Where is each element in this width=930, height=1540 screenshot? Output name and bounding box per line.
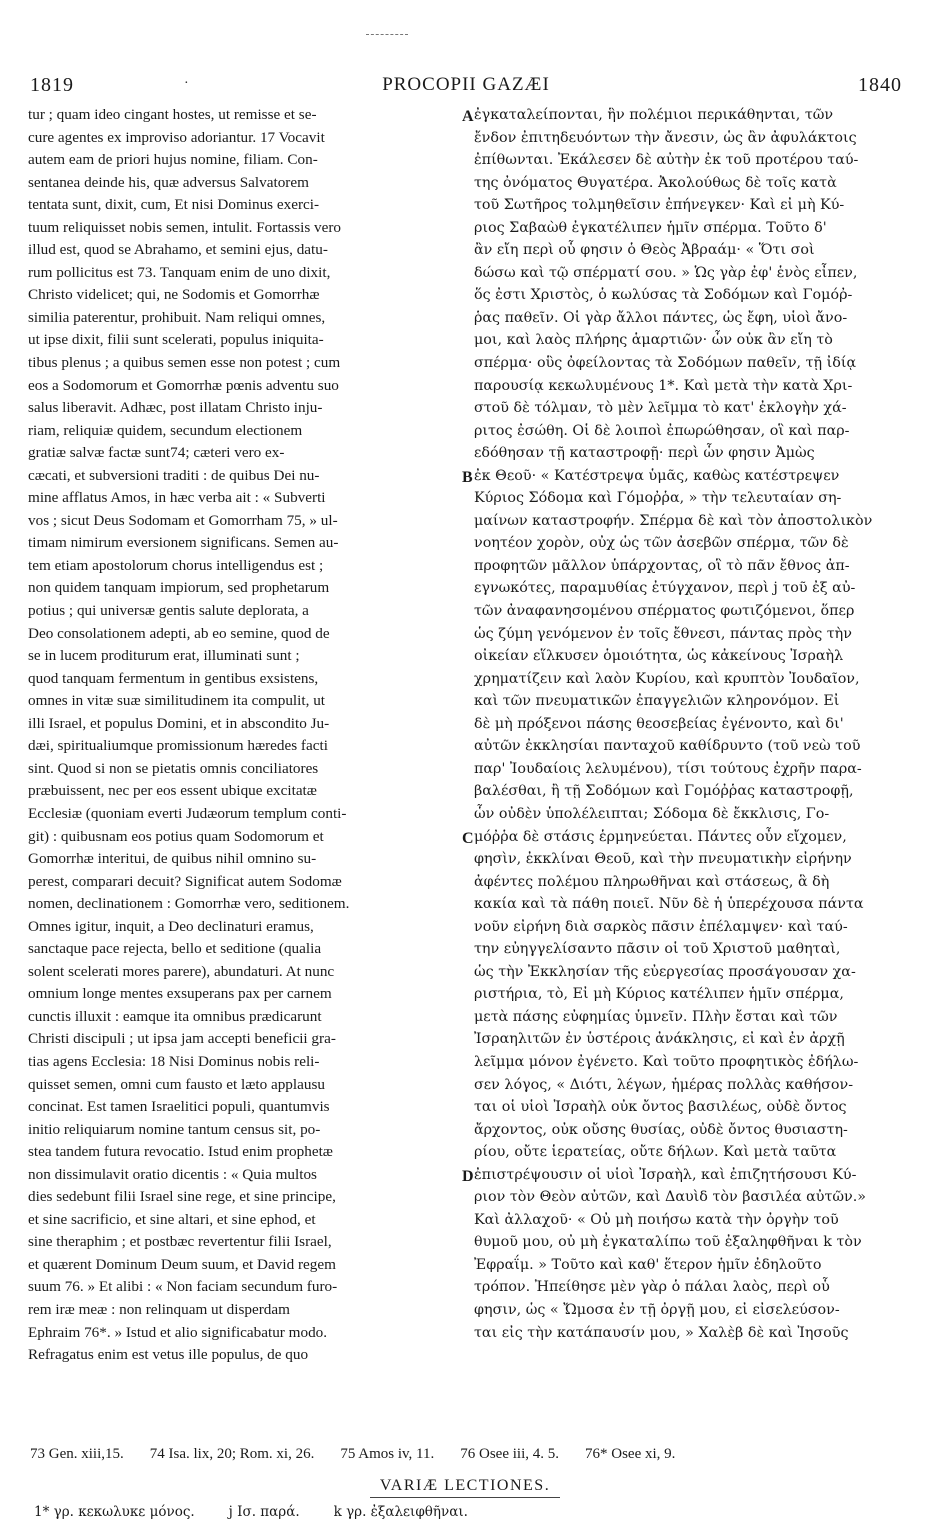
greek-column: [474, 104, 902, 1344]
greek-text-line: σεν λόγος, « Διότι, λέγων, ἡμέρας πολλὰς καθήσον-: [474, 1076, 854, 1093]
latin-text-line: illi Israel, et populus Domini, et in abscondito Ju-: [28, 714, 330, 732]
greek-text-line: ῥας παθεῖν. Οἱ γὰρ ἄλλοι πάντες, ὡς ἔφη, υἱοὶ ἄνο-: [474, 309, 848, 326]
greek-text-line: ὧν οὐδὲν ὑπολέλειπται; Σόδομα δὲ ἔκκλισις, Γο-: [474, 805, 830, 822]
latin-text-line: tem etiam apostolorum chorus intelligendus est ;: [28, 556, 324, 574]
greek-text-line: κακία καὶ τὰ πάθη ποιεῖ. Νῦν δὲ ἡ ὑπερέχουσα πάντα: [474, 896, 864, 913]
latin-text-line: sanctaque pace rejecta, bello et seditione (qualia: [28, 940, 322, 958]
greek-text-line: ἂν εἴη περὶ οὗ φησιν ὁ Θεὸς Ἀβραάμ· « Ὅτι σοὶ: [474, 242, 815, 259]
latin-text-line: dæi, spiritualiumque promissionum hæredes facti: [28, 737, 328, 755]
greek-text-line: τῶν ἀναφανησομένου σπέρματος φωτιζόμενοι, ὅπερ: [474, 603, 855, 620]
latin-text-line: Ecclesiæ (quoniam everti Judæorum templum conti-: [28, 804, 347, 822]
latin-text-line: Christo videlicet; qui, ne Sodomis et Gomorrhæ: [28, 286, 320, 304]
footnote: 76 Osee iii, 4. 5.: [460, 1446, 559, 1462]
latin-text-line: Refragatus enim est vetus ille populus, de quo: [28, 1346, 309, 1364]
latin-text-line: tias agens Ecclesia: 18 Nisi Dominus nobis reli-: [28, 1052, 320, 1070]
latin-text-line: sine theraphim ; et postbæc revertentur filii Israel,: [28, 1233, 332, 1251]
latin-text-line: git) : quibusnam eos potius quam Sodomorum et: [28, 827, 324, 845]
latin-text-line: stea tandem futura revocatio. Istud enim prophetæ: [28, 1143, 333, 1161]
greek-text-line: στοῦ δὲ τόλμαν, τὸ μὲν λεῖμμα τὸ κατ' ἐκλογὴν χά-: [474, 400, 847, 417]
greek-text-line: σπέρμα· οὓς ὀφείλοντας τὰ Σοδόμων παθεῖν, τῇ ἰδίᾳ: [474, 355, 857, 372]
latin-text-line: Deo consolationem adepti, ab eo semine, quod de: [28, 624, 330, 642]
margin-letter-a: A: [462, 108, 474, 125]
greek-text-line: ἔνδον ἐπιτηδευόντων τὴν ἄνεσιν, ὡς ἂν ἀφυλάκτοις: [474, 129, 857, 146]
greek-text-line: χρηματίζειν καὶ λαὸν Κυρίου, καὶ κρυπτὸν Ἰουδαῖον,: [474, 670, 860, 687]
latin-text-line: tuum reliquisset nobis semen, intulit. Fortassis vero: [28, 218, 342, 236]
header-dot: ·: [184, 76, 189, 91]
greek-text-line: εγνωκότες, παραμυθίας ἐτύγχανον, περὶ j τοῦ ἐξ αὐ-: [474, 580, 856, 597]
greek-text-line: νοητέον χορὸν, οὐχ ὡς τῶν ἀσεβῶν σπέρμα, τῶν δὲ: [474, 535, 849, 552]
latin-text-line: nomen, declinationem : Gomorrhæ vero, seditionem.: [28, 895, 350, 913]
latin-text-line: omnes in vitæ suæ similitudinem ita compulit, ut: [28, 692, 326, 710]
greek-text-line: παρ' Ἰουδαίοις λελυμένου), τίσι τούτους ἐχρῆν παρα-: [474, 760, 862, 777]
latin-text-line: cæcati, et subversioni traditi : de quibus Dei nu-: [28, 466, 320, 484]
latin-text-line: ut ipse dixit, filii sunt scelerati, populus iniquita-: [28, 331, 324, 349]
variant-readings: [34, 1504, 894, 1520]
top-ornament: [366, 34, 408, 37]
variant-reading: k γρ. ἐξαλειφθῆναι.: [333, 1504, 468, 1520]
latin-text-line: tibus plenus ; a quibus semen esse non potest ; cum: [28, 354, 341, 372]
latin-text-line: se in lucem proditurum erat, illuminati sunt ;: [28, 647, 300, 665]
latin-text-line: rum pollicitus est 73. Tanquam enim de uno dixit,: [28, 263, 331, 281]
latin-text-line: timam nimirum eversionem significans. Semen au-: [28, 534, 339, 552]
greek-text-line: ὡς τὴν Ἐκκλησίαν τῆς εὐεργεσίας προσάγουσαν χα-: [474, 963, 856, 980]
greek-text-line: μοι, καὶ λαὸς πλήρης ἁμαρτιῶν· ὧν οὐκ ἂν εἴη τὸ: [474, 332, 833, 349]
latin-text-line: Christi discipuli ; ut ipsa jam accepti beneficii gra-: [28, 1030, 336, 1048]
greek-text-line: δὲ μὴ πρόξενοι πάσης θεοσεβείας ἐγένοντο, καὶ δι': [474, 715, 844, 732]
variae-lectiones: [0, 1477, 930, 1498]
greek-text-line: ὅς ἐστι Χριστὸς, ὁ κωλύσας τὰ Σοδόμων καὶ Γομόῤ-: [474, 287, 853, 304]
latin-text-line: perest, comparari decuit? Significat autem Sodomæ: [28, 872, 342, 890]
greek-text-line: παρουσίᾳ κεκωλυμένους 1*. Καὶ μετὰ τὴν κατὰ Χρι-: [474, 377, 853, 394]
variant-reading: j Ισ. παρά.: [228, 1504, 300, 1520]
margin-letter-d: D: [462, 1168, 474, 1185]
greek-text-line: τρόπον. Ἠπείθησε μὲν γὰρ ὁ πάλαι λαὸς, περὶ οὗ: [474, 1279, 830, 1296]
latin-text-line: initio reliquiarum nomine tantum census sit, po-: [28, 1120, 321, 1138]
page-title: PROCOPII GAZÆI: [382, 74, 550, 95]
greek-text-line: μαίνων καταστροφήν. Σπέρμα δὲ καὶ τὸν ἀποστολικὸν: [474, 512, 873, 529]
latin-text-line: suum 76. » Et alibi : « Non faciam secundum furo-: [28, 1278, 338, 1296]
variae-rule: [370, 1497, 560, 1498]
footnote: 73 Gen. xiii,15.: [30, 1446, 124, 1462]
latin-text-line: Ephraim 76*. » Istud et alio significabatur modo.: [28, 1323, 328, 1341]
greek-text-line: ται οἱ υἱοὶ Ἰσραὴλ οὐκ ὄντος βασιλέως, οὐδὲ ὄντος: [474, 1099, 847, 1116]
greek-text-line: ἐκ Θεοῦ· « Κατέστρεψα ὑμᾶς, καθὼς κατέστρεψεν: [474, 467, 840, 484]
greek-text-line: την εὐηγγελίσαντο πᾶσιν οἱ τοῦ Χριστοῦ μαθηταὶ,: [474, 941, 841, 958]
latin-text-line: rem iræ meæ : non relinquam ut disperdam: [28, 1300, 290, 1318]
latin-text-line: illud est, quod se Abrahamo, et semini ejus, datu-: [28, 241, 328, 259]
latin-text-line: cunctis illuxit : eamque ita omnibus prædicarunt: [28, 1007, 322, 1025]
greek-text-line: μόῤῥα δὲ στάσις ἑρμηνεύεται. Πάντες οὖν εἴχομεν,: [474, 828, 847, 845]
running-header: [30, 74, 902, 102]
greek-text-line: αὐτῶν ἐκκλησίαι πανταχοῦ καθίδρυντο (τοῦ νεὼ τοῦ: [474, 738, 861, 755]
greek-text-line: ἐγκαταλείπονται, ἣν πολέμιοι περικάθηνται, τῶν: [474, 107, 834, 123]
latin-text-line: concinat. Est tamen Israelitici populi, quantumvis: [28, 1098, 330, 1116]
footnote: 74 Isa. lix, 20; Rom. xi, 26.: [149, 1446, 315, 1462]
latin-text-line: Gomorrhæ interitui, de quibus nihil omnino su-: [28, 850, 317, 868]
latin-text-line: potius ; qui universæ gentis salute deplorata, a: [28, 602, 309, 620]
greek-text-line: ριος Σαβαὼθ ἐγκατέλιπεν ἡμῖν σπέρμα. Τοῦτο δ': [474, 219, 827, 236]
greek-text-line: βαλέσθαι, ἢ τῇ Σοδόμων καὶ Γομόῤῥας καταστροφῇ,: [474, 783, 854, 800]
greek-text-line: εδόθησαν τῇ καταστροφῇ· περὶ ὧν φησιν Ἀμὼς: [474, 445, 815, 462]
latin-text-line: Omnes igitur, inquit, a Deo declinaturi eramus,: [28, 917, 314, 935]
footnotes: [30, 1446, 902, 1463]
greek-text-line: Ἰσραηλιτῶν ἐν ὑστέροις ἀνάκλησις, εἰ καὶ ἐν ἀρχῇ: [474, 1031, 845, 1048]
greek-text-line: φησὶν, ἐκκλίναι Θεοῦ, καὶ τὴν πνευματικὴν εἰρήνην: [474, 851, 852, 868]
latin-text-line: dies sedebunt filii Israel sine rege, et sine principe,: [28, 1188, 336, 1206]
latin-text-line: omnium longe mentes exsuperans pax per carnem: [28, 985, 332, 1003]
greek-text-line: θυμοῦ μου, οὐ μὴ ἐγκαταλίπω τοῦ ἐξαληφθῆναι k τὸν: [474, 1234, 862, 1251]
latin-text-line: non dissimulavit oratio dicentis : « Quia multos: [28, 1165, 317, 1183]
column-number-right: 1840: [858, 74, 902, 96]
greek-text-line: της ὀνόματος Θυγατέρα. Ἀκολούθως δὲ τοῖς κατὰ: [474, 174, 837, 191]
greek-text-line: ται εἰς τὴν κατάπαυσίν μου, » Χαλὲβ δὲ καὶ Ἰησοῦς: [474, 1324, 849, 1341]
latin-text-line: eos a Sodomorum et Gomorrhæ pœnis adventu suo: [28, 376, 339, 394]
greek-text-line: λεῖμμα μόνον ἐγένετο. Καὶ τοῦτο προφητικὸς ἐδήλω-: [474, 1053, 859, 1070]
latin-text-line: sentanea deinde his, quæ adversus Salvatorem: [28, 173, 309, 191]
greek-text-line: μετὰ πάσης εὐφημίας ὑμνεῖν. Πλὴν ἔσται καὶ τῶν: [474, 1008, 838, 1025]
variant-reading: 1* γρ. κεκωλυκε μόνος.: [34, 1504, 195, 1520]
greek-text-line: φησιν, ὡς « Ὤμοσα ἐν τῇ ὀργῇ μου, εἰ εἰσελεύσον-: [474, 1301, 840, 1318]
greek-text-line: νοῦν εἰρήνη διὰ σαρκὸς πᾶσιν ἐπέλαμψεν· καὶ ταύ-: [474, 918, 848, 935]
greek-text-line: ὡς ζύμη γενόμενον ἐν τοῖς ἔθνεσι, πάντας πρὸς τὴν: [474, 625, 852, 642]
latin-text-line: cure agentes ex improviso adoriantur. 17 Vocavit: [28, 128, 325, 146]
greek-text-line: Ἐφραΐμ. » Τοῦτο καὶ καθ' ἕτερον ἡμῖν ἐδηλοῦτο: [474, 1256, 822, 1273]
latin-text-line: et sine sacrificio, et sine altari, et sine ephod, et: [28, 1210, 316, 1228]
latin-text-line: vos ; sicut Deus Sodomam et Gomorrham 75, » ul-: [28, 511, 338, 529]
greek-text-line: Καὶ ἀλλαχοῦ· « Οὐ μὴ ποιήσω κατὰ τὴν ὀργὴν τοῦ: [474, 1211, 839, 1228]
latin-text-line: solent scelerati mores parere), abundaturi. At nunc: [28, 962, 335, 980]
greek-text-line: οἰκείαν εἵλκυσεν ὁμοιότητα, ὡς κἀκείνους Ἰσραὴλ: [474, 648, 844, 665]
latin-text-line: quisset semen, omni cum fausto et læto applausu: [28, 1075, 325, 1093]
latin-text-line: mine afflatus Amos, in hæc verba ait : « Subverti: [28, 489, 326, 507]
latin-text-line: præbuissent, nec per eos essent ubique excitatæ: [28, 782, 317, 800]
greek-text-line: Κύριος Σόδομα καὶ Γόμοῤῥα, » τὴν τελευταίαν ση-: [474, 490, 842, 507]
greek-text-line: ριτος ἐσώθη. Οἱ δὲ λοιποὶ ἐπωρώθησαν, οἳ καὶ παρ-: [474, 422, 850, 439]
greek-text-line: ρίου, οὔτε ἱερατείας, οὔτε δήλων. Καὶ μετὰ ταῦτα: [474, 1144, 837, 1161]
greek-text-line: τοῦ Σωτῆρος τολμηθεῖσιν ἐπήνεγκεν· Καὶ εἰ μὴ Κύ-: [474, 197, 845, 214]
margin-letter-b: B: [462, 469, 473, 486]
column-number-left: 1819: [30, 74, 74, 96]
greek-text-line: ἐπίθωνται. Ἐκάλεσεν δὲ αὐτὴν ἐκ τοῦ προτέρου ταύ-: [474, 152, 859, 169]
variae-title: VARIÆ LECTIONES.: [379, 1477, 551, 1494]
greek-text-line: ἄρχοντος, οὐκ οὔσης θυσίας, οὐδὲ ὄντος θυσιαστη-: [474, 1121, 848, 1138]
greek-text-line: δώσω καὶ τῷ σπέρματί σου. » Ὡς γὰρ ἐφ' ἑνὸς εἶπεν,: [474, 264, 858, 281]
greek-text-line: ριον τὸν Θεὸν αὐτῶν, καὶ Δαυὶδ τὸν βασιλέα αὐτῶν.»: [474, 1189, 867, 1206]
latin-text-line: non quidem tanquam impiorum, sed prophetarum: [28, 579, 330, 597]
latin-text-line: riam, reliquiæ quidem, secundum electionem: [28, 421, 303, 439]
greek-text-line: ριστήρια, τὸ, Εἰ μὴ Κύριος κατέλιπεν ἡμῖν σπέρμα,: [474, 986, 844, 1003]
latin-column: [28, 104, 456, 1367]
latin-text-line: gratiæ salvæ factæ sunt74; cæteri vero ex-: [28, 444, 285, 462]
greek-text-line: ἀφέντες πολέμου πληρωθῆναι καὶ στάσεως, ἃ δὴ: [474, 873, 830, 890]
greek-text-line: καὶ τῶν πνευματικῶν ἐπαγγελιῶν κληρονόμον. Εἰ: [474, 693, 840, 710]
margin-letter-c: C: [462, 830, 474, 847]
greek-text-line: ἐπιστρέψουσιν οἱ υἱοὶ Ἰσραὴλ, καὶ ἐπιζητήσουσι Κύ-: [474, 1166, 857, 1183]
greek-text-line: προφητῶν μᾶλλον ὑπάρχοντας, οἳ τὸ πᾶν ἔθνος ἀπ-: [474, 557, 850, 574]
footnote: 76* Osee xi, 9.: [585, 1446, 676, 1462]
latin-text-line: et quærent Dominum Deum suum, et David regem: [28, 1255, 336, 1273]
latin-text-line: salus liberavit. Adhæc, post illatam Christo inju-: [28, 399, 323, 417]
latin-text-line: tur ; quam ideo cingant hostes, ut remisse et se-: [28, 106, 317, 123]
latin-text-line: autem eam de priori hujus nomine, filiam. Con-: [28, 151, 318, 169]
latin-text-line: tentata sunt, dixit, cum, Et nisi Dominus exerci-: [28, 196, 320, 214]
latin-text-line: quod tanquam fermentum in gentibus exsistens,: [28, 669, 319, 687]
latin-text-line: sint. Quod si non se pietatis omnis conciliatores: [28, 759, 319, 777]
latin-text-line: similia paterentur, prohibuit. Nam reliqui omnes,: [28, 308, 326, 326]
footnote: 75 Amos iv, 11.: [340, 1446, 435, 1462]
